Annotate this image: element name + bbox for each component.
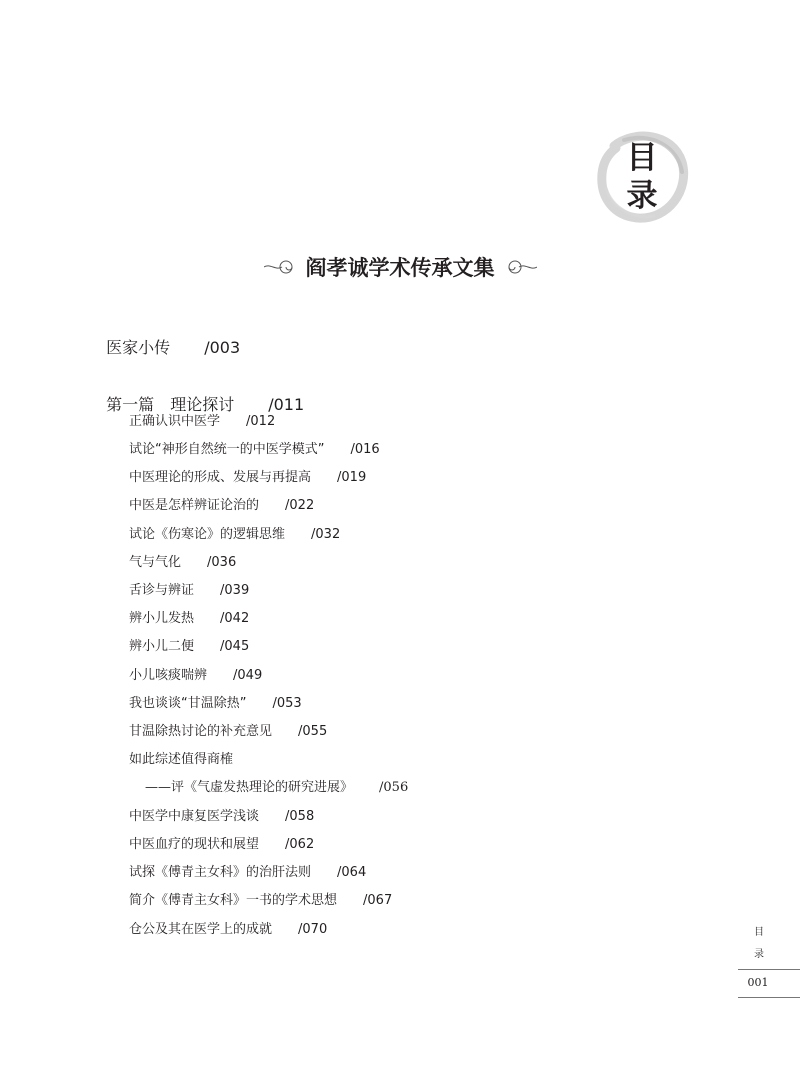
folio-rule-top bbox=[738, 969, 800, 970]
entry-page: /067 bbox=[363, 893, 393, 908]
entry-title: 正确认识中医学 bbox=[129, 414, 221, 429]
entry-page: /016 bbox=[350, 442, 380, 457]
toc-entry[interactable] bbox=[129, 412, 275, 432]
entry-page: /019 bbox=[337, 470, 367, 485]
left-flourish-icon bbox=[264, 259, 300, 275]
entry-page: /064 bbox=[337, 865, 367, 880]
collection-title: 阎孝诚学术传承文集 bbox=[305, 255, 495, 280]
entry-page: /039 bbox=[220, 583, 250, 598]
toc-entry[interactable] bbox=[129, 722, 327, 742]
toc-entry[interactable] bbox=[129, 496, 314, 516]
entry-page: /022 bbox=[285, 498, 315, 513]
entry-title: 甘温除热讨论的补充意见 bbox=[129, 724, 273, 739]
toc-entry[interactable] bbox=[129, 666, 262, 686]
entry-title: 我也谈谈“甘温除热” bbox=[129, 696, 247, 711]
toc-entry[interactable] bbox=[129, 920, 327, 940]
entry-title: 中医是怎样辨证论治的 bbox=[129, 498, 260, 513]
entry-title: 试探《傅青主女科》的治肝法则 bbox=[129, 865, 312, 880]
entry-title: 辨小儿发热 bbox=[129, 611, 195, 626]
running-section-label bbox=[737, 922, 781, 966]
section-title: 理论探讨 bbox=[170, 395, 235, 414]
toc-heading-char-1: 目 bbox=[626, 140, 658, 176]
page-number: 001 bbox=[747, 976, 769, 989]
entry-page: /032 bbox=[311, 527, 341, 542]
toc-entry[interactable] bbox=[129, 609, 249, 629]
toc-entry[interactable] bbox=[129, 581, 249, 601]
entry-page: /049 bbox=[233, 668, 263, 683]
running-label-char-1: 目 bbox=[754, 927, 764, 938]
entry-title: 如此综述值得商榷 bbox=[129, 752, 234, 767]
entry-title: 仓公及其在医学上的成就 bbox=[129, 922, 273, 937]
entry-title: 中医理论的形成、发展与再提高 bbox=[129, 470, 312, 485]
entry-title: 简介《傅青主女科》一书的学术思想 bbox=[129, 893, 338, 908]
entry-page: /055 bbox=[298, 724, 328, 739]
entry-page: /070 bbox=[298, 922, 328, 937]
entry-page: /053 bbox=[272, 696, 302, 711]
right-flourish-icon bbox=[501, 259, 537, 275]
running-label-char-2: 录 bbox=[754, 949, 764, 960]
section-page: /003 bbox=[204, 338, 241, 357]
toc-seal bbox=[594, 128, 690, 224]
toc-entry[interactable] bbox=[129, 891, 392, 911]
toc-section[interactable] bbox=[96, 312, 240, 360]
toc-entry[interactable] bbox=[129, 525, 340, 545]
entry-title: 中医血疗的现状和展望 bbox=[129, 837, 260, 852]
toc-entry[interactable] bbox=[129, 863, 366, 883]
entry-title: 舌诊与辨证 bbox=[129, 583, 195, 598]
entry-title: 试论《伤寒论》的逻辑思维 bbox=[129, 527, 286, 542]
section-page: /011 bbox=[268, 395, 305, 414]
toc-entry[interactable] bbox=[129, 468, 366, 488]
toc-entry[interactable] bbox=[129, 553, 236, 573]
entry-page: /012 bbox=[246, 414, 276, 429]
toc-entry[interactable] bbox=[129, 440, 380, 460]
toc-heading-char-2: 录 bbox=[626, 178, 658, 214]
entry-page: /042 bbox=[220, 611, 250, 626]
toc-entry-subtitle[interactable] bbox=[145, 778, 408, 798]
toc-entry[interactable] bbox=[129, 750, 233, 770]
entry-title: 试论“神形自然统一的中医学模式” bbox=[129, 442, 325, 457]
toc-entry[interactable] bbox=[129, 835, 314, 855]
entry-page: /036 bbox=[207, 555, 237, 570]
entry-page: /058 bbox=[285, 809, 315, 824]
entry-title: 气与气化 bbox=[129, 555, 182, 570]
part-label: 第一篇 bbox=[106, 395, 155, 414]
entry-title: 辨小儿二便 bbox=[129, 639, 195, 654]
entry-page: /056 bbox=[379, 780, 409, 795]
entry-page: /062 bbox=[285, 837, 315, 852]
entry-page: /045 bbox=[220, 639, 250, 654]
toc-entry[interactable] bbox=[129, 694, 302, 714]
entry-title: 小儿咳痰喘辨 bbox=[129, 668, 208, 683]
toc-entry[interactable] bbox=[129, 637, 249, 657]
folio-rule-bottom bbox=[738, 997, 800, 998]
entry-title: ——评《气虚发热理论的研究进展》 bbox=[145, 780, 354, 795]
entry-title: 中医学中康复医学浅谈 bbox=[129, 809, 260, 824]
section-title: 医家小传 bbox=[106, 338, 171, 357]
collection-header bbox=[0, 250, 800, 284]
toc-section[interactable] bbox=[96, 369, 304, 417]
toc-entry[interactable] bbox=[129, 807, 314, 827]
